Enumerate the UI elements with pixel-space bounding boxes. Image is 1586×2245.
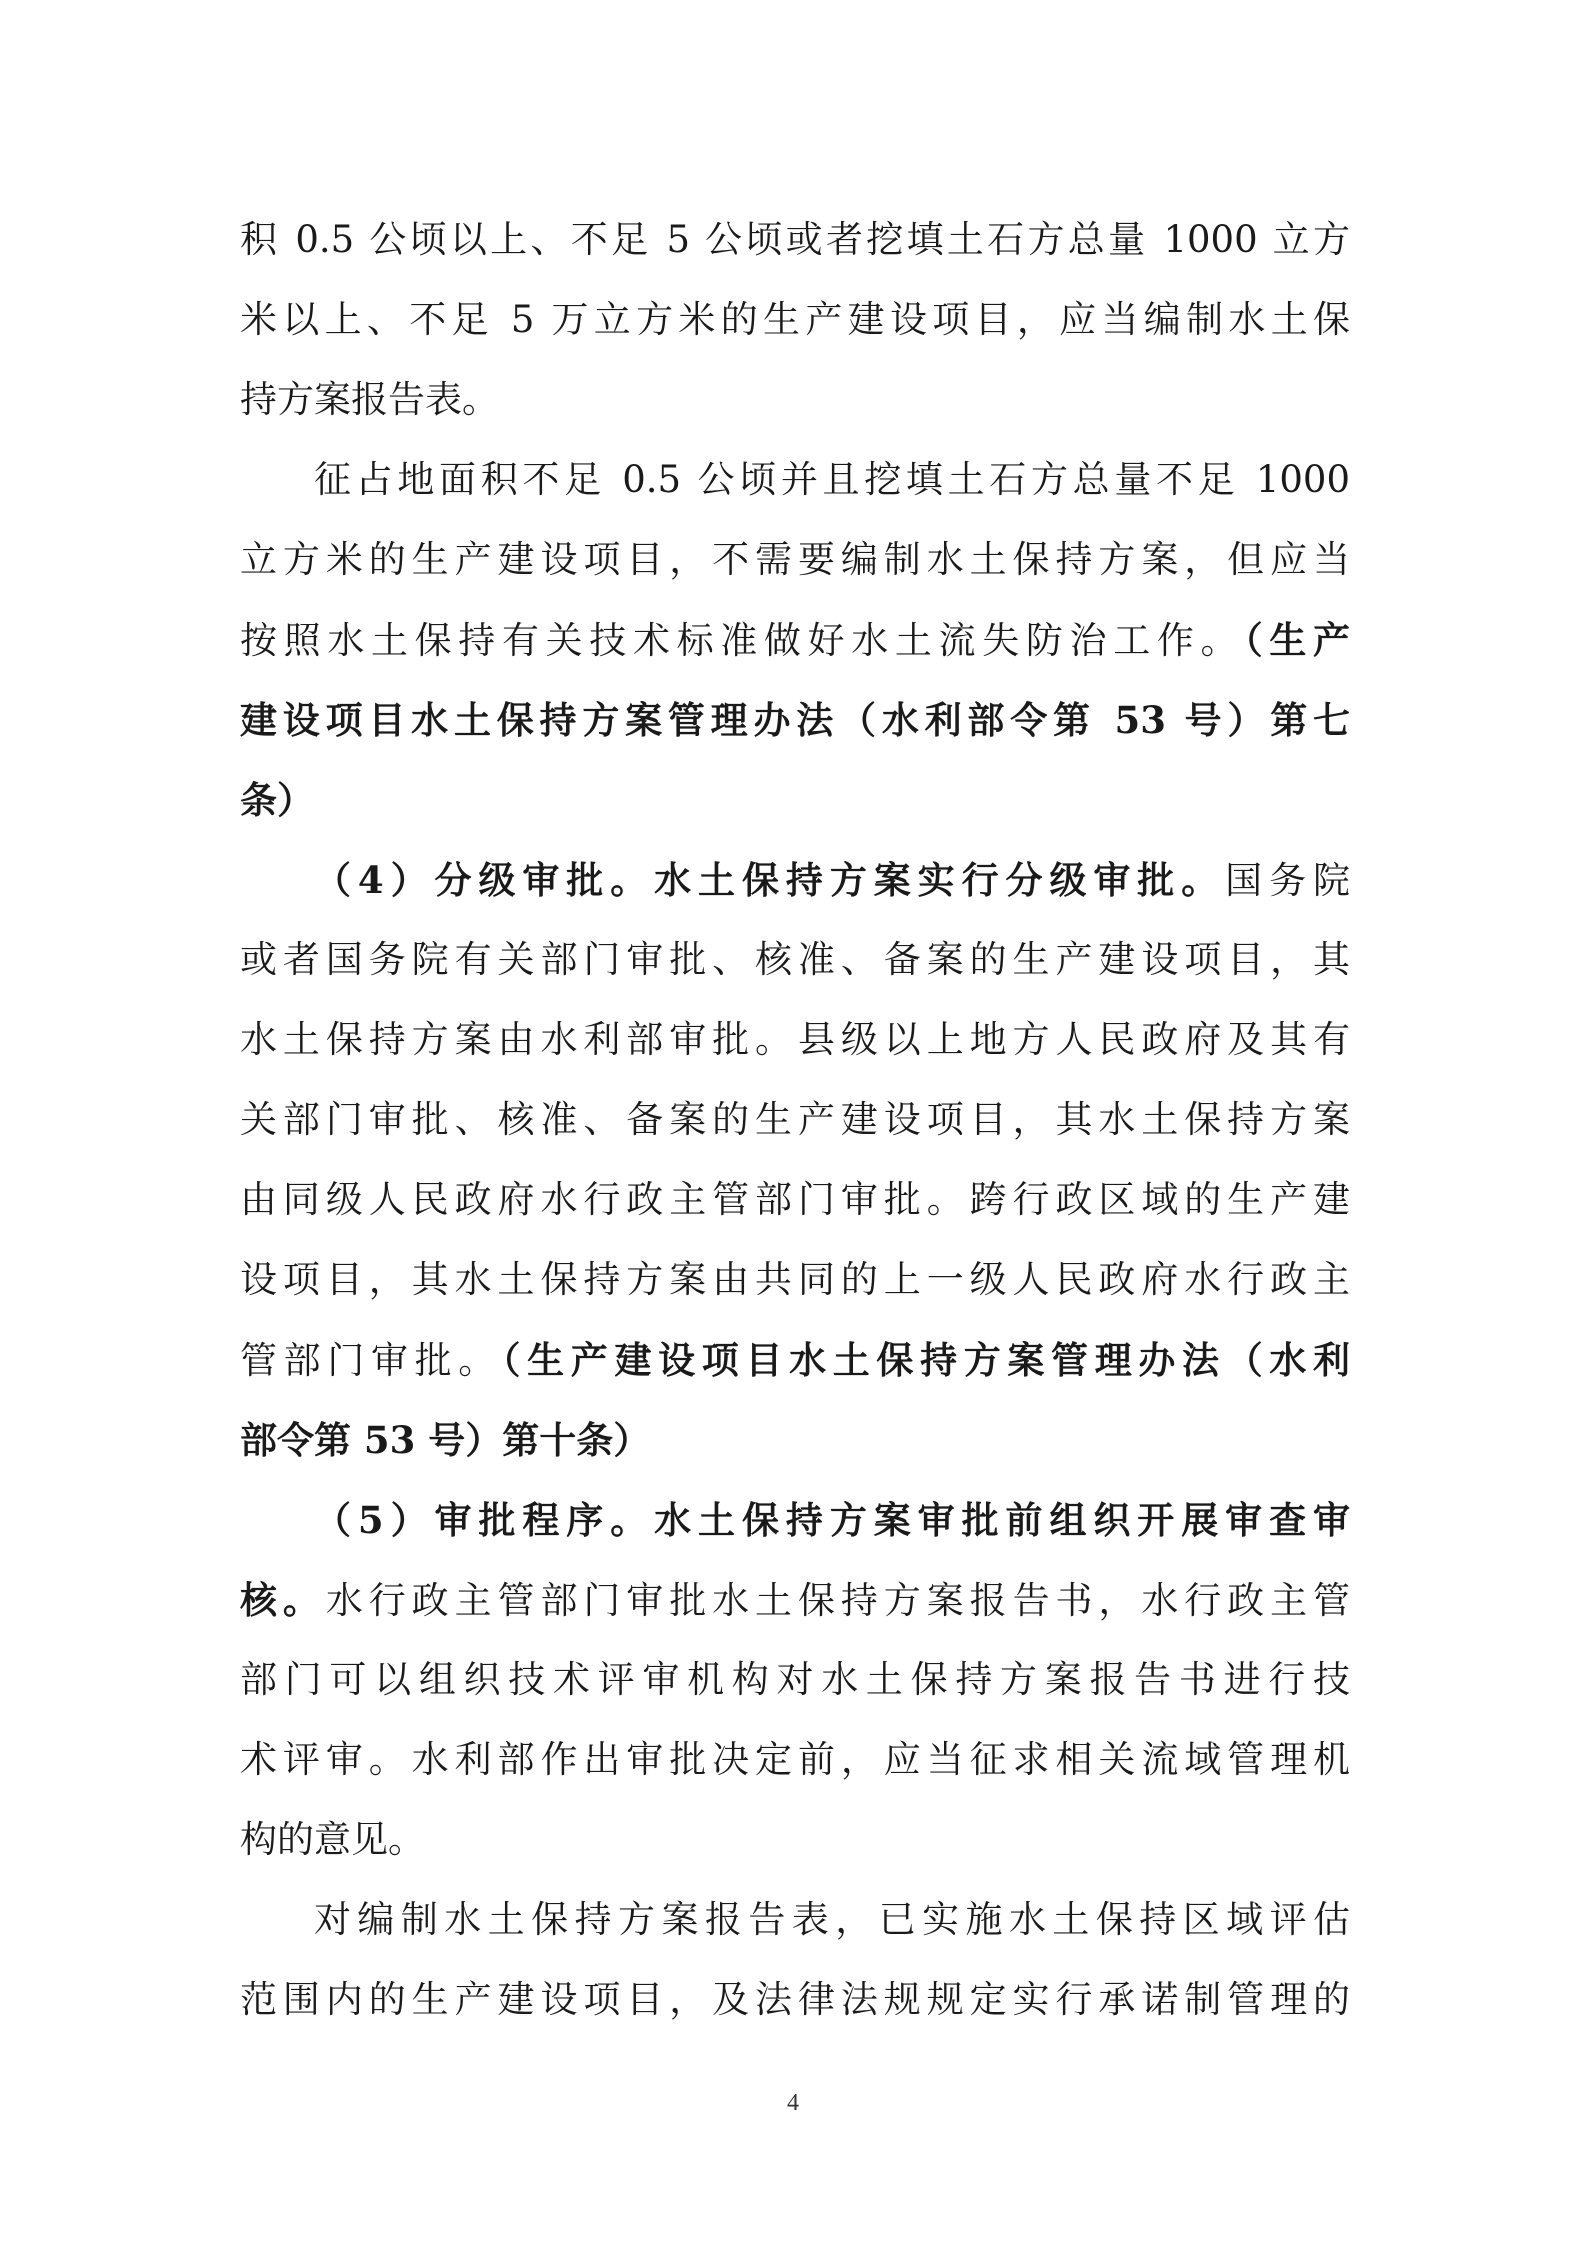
text-line [240, 440, 1350, 520]
text-line [240, 200, 1350, 280]
text-run: 管部门审批。 [240, 1339, 502, 1382]
citation-run: 条） [240, 778, 314, 822]
text-run: 持方案报告表。 [240, 378, 499, 421]
text-line [240, 920, 1350, 1000]
text-run: 或者国务院有关部门审批、核准、备案的生产建设项目，其 [240, 938, 1350, 981]
text-line [240, 840, 1350, 920]
citation-line [240, 680, 1350, 760]
text-run: 水行政主管部门审批水土保持方案报告书，水行政主管 [325, 1579, 1350, 1622]
text-run: 对编制水土保持方案报告表，已实施水土保持区域评估 [314, 1898, 1350, 1941]
text-line [240, 1720, 1350, 1800]
text-line [240, 1160, 1350, 1240]
text-line [240, 280, 1350, 360]
text-line [240, 1960, 1350, 2040]
text-run: 范围内的生产建设项目，及法律法规规定实行承诺制管理的 [240, 1978, 1350, 2021]
page-number: 4 [787, 2090, 799, 2116]
text-line [240, 1560, 1350, 1640]
text-run: 按照水土保持有关技术标准做好水土流失防治工作。 [240, 619, 1245, 662]
citation-run: 建设项目水土保持方案管理办法（水利部令第 53 号）第七 [240, 698, 1350, 742]
text-line [240, 1880, 1350, 1960]
text-line [240, 520, 1350, 600]
text-line [240, 1000, 1350, 1080]
section-heading-line [240, 1480, 1350, 1560]
text-run: 国务院 [1225, 859, 1350, 902]
section-heading: （4）分级审批。水土保持方案实行分级审批。 [314, 858, 1226, 902]
text-line [240, 1640, 1350, 1720]
text-line [240, 1080, 1350, 1160]
section-heading: （5）审批程序。水土保持方案审批前组织开展审查审 [314, 1498, 1350, 1542]
text-line [240, 1320, 1350, 1400]
text-run: 积 0.5 公顷以上、不足 5 公顷或者挖填土石方总量 1000 立方 [240, 218, 1350, 261]
citation-line [240, 1400, 1350, 1480]
text-line [240, 360, 1350, 440]
text-line [240, 1800, 1350, 1880]
citation-run: （生产建设项目水土保持方案管理办法（水利 [501, 1338, 1350, 1382]
text-run: 由同级人民政府水行政主管部门审批。跨行政区域的生产建 [240, 1178, 1350, 1221]
text-run: 部门可以组织技术评审机构对水土保持方案报告书进行技 [240, 1658, 1350, 1701]
section-heading: 核。 [240, 1578, 326, 1622]
text-run: 设项目，其水土保持方案由共同的上一级人民政府水行政主 [240, 1258, 1350, 1301]
text-run: 征占地面积不足 0.5 公顷并且挖填土石方总量不足 1000 [314, 458, 1350, 501]
citation-line [240, 760, 1350, 840]
text-run: 水土保持方案由水利部审批。县级以上地方人民政府及其有 [240, 1018, 1350, 1061]
text-run: 构的意见。 [240, 1818, 425, 1861]
text-run: 米以上、不足 5 万立方米的生产建设项目，应当编制水土保 [240, 298, 1350, 341]
text-run: 术评审。水利部作出审批决定前，应当征求相关流域管理机 [240, 1738, 1350, 1781]
text-run: 关部门审批、核准、备案的生产建设项目，其水土保持方案 [240, 1098, 1350, 1141]
citation-run: 部令第 53 号）第十条） [240, 1418, 651, 1462]
text-line [240, 600, 1350, 680]
document-body [240, 200, 1350, 2040]
text-line [240, 1240, 1350, 1320]
text-run: 立方米的生产建设项目，不需要编制水土保持方案，但应当 [240, 538, 1350, 581]
citation-run: （生产 [1244, 618, 1350, 662]
